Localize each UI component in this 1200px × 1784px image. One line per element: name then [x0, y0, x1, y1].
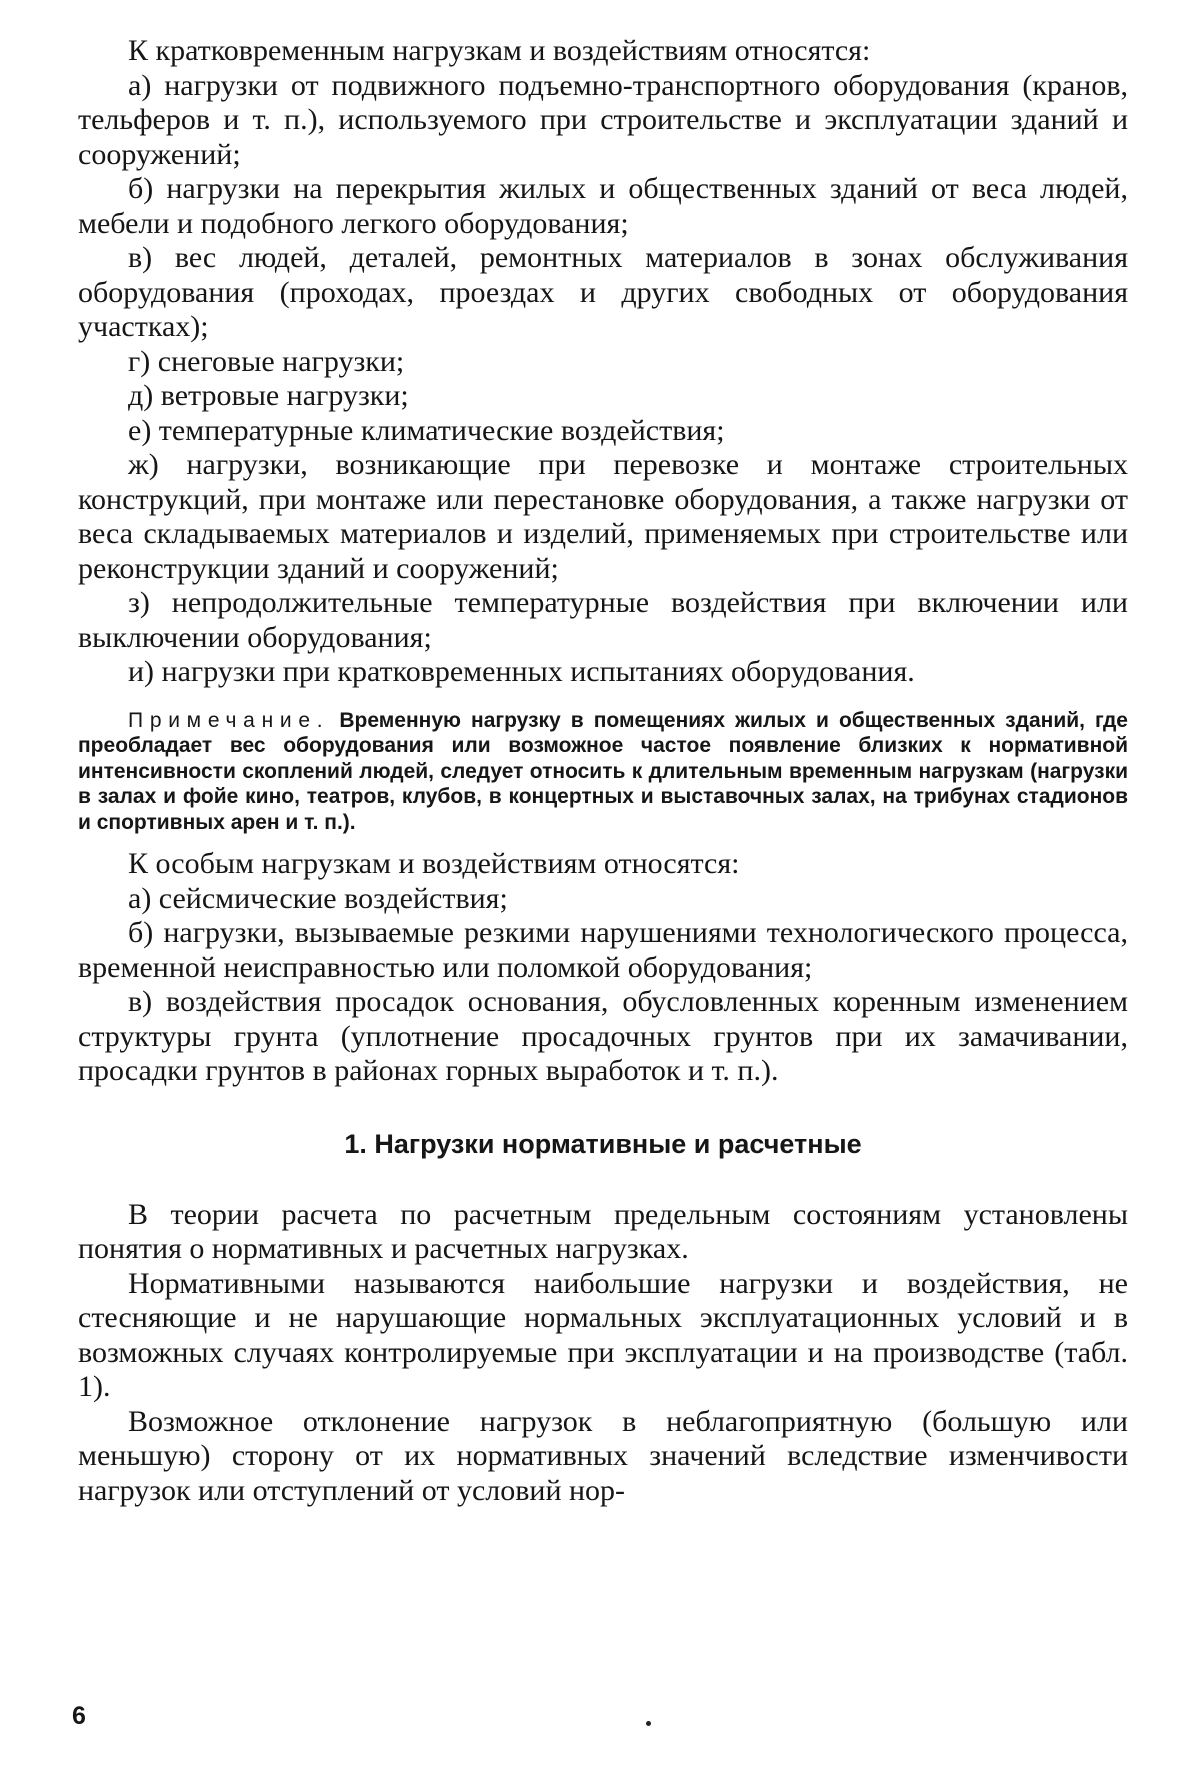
short-term-item-d: д) ветровые нагрузки;: [128, 379, 409, 412]
short-term-item-g: г) снеговые нагрузки;: [128, 344, 405, 378]
note-paragraph: [78, 708, 1128, 836]
section-heading: 1. Нагрузки нормативные и расчетные: [344, 1128, 862, 1159]
special-item-b: б) нагрузки, вызываемые резкими нарушениями технологического процесса, временной неисправностью или поломкой оборудования;: [78, 916, 1128, 984]
short-term-item-zh: ж) нагрузки, возникающие при перевозке и монтаже строительных конструкций, при монтаже или перестановке оборудования, а также нагрузки от веса складываемых материалов и изделий, применяемых при строительстве или реконструкции зданий и сооружений;: [78, 448, 1128, 585]
special-item-v: в) воздействия просадок основания, обусловленных коренным изменением структуры грунта (уплотнение просадочных грунтов при их замачивании, просадки грунтов в районах горных выработок и т. п.).: [78, 985, 1128, 1087]
short-term-item-e: е) температурные климатические воздействия;: [128, 413, 725, 447]
page-number: 6: [72, 1702, 86, 1730]
body-paragraph: Возможное отклонение нагрузок в неблагоприятную (большую или меньшую) сторону от их нормативных значений вследствие изменчивости нагрузок или отступлений от условий нор-: [78, 1404, 1128, 1507]
short-term-item-a: а) нагрузки от подвижного подъемно-транспортного оборудования (кранов, тельферов и т. п.), используемого при строительстве и эксплуатации зданий и сооружений;: [78, 68, 1128, 171]
special-intro: К особым нагрузкам и воздействиям относятся:: [128, 847, 740, 880]
short-term-item-i: и) нагрузки при кратковременных испытаниях оборудования.: [128, 655, 915, 688]
short-term-item-v: в) вес людей, деталей, ремонтных материалов в зонах обслуживания оборудования (проходах, проездах и других свободных от оборудования участках);: [78, 241, 1128, 343]
note-label: Примечание.: [128, 708, 330, 732]
special-item-a: а) сейсмические воздействия;: [128, 881, 508, 915]
body-paragraph: В теории расчета по расчетным предельным состояниям установлены понятия о нормативных и расчетных нагрузках.: [78, 1197, 1128, 1265]
body-paragraph: Нормативными называются наибольшие нагрузки и воздействия, не стесняющие и не нарушающие нормальных эксплуатационных условий и в возможных случаях контролируемые при эксплуатации и на производстве (табл. 1).: [78, 1266, 1128, 1403]
note-text: Временную нагрузку в помещениях жилых и общественных зданий, где преобладает вес оборудования или возможное частое появление близких к нормативной интенсивности скоплений людей, следует относить к длительным временным нагрузкам (нагрузки в залах и фойе кино, театров, клубов, в концертных и выставочных залах, на трибунах стадионов и спортивных арен и т. п.).: [78, 708, 1128, 834]
short-term-item-z: з) непродолжительные температурные воздействия при включении или выключении оборудования;: [78, 586, 1128, 654]
short-term-item-b: б) нагрузки на перекрытия жилых и общественных зданий от веса людей, мебели и подобного легкого оборудования;: [78, 172, 1128, 240]
short-term-intro: К кратковременным нагрузкам и воздействиям относятся:: [128, 34, 871, 67]
document-page: [78, 34, 1128, 1508]
print-speck: [646, 1721, 651, 1726]
